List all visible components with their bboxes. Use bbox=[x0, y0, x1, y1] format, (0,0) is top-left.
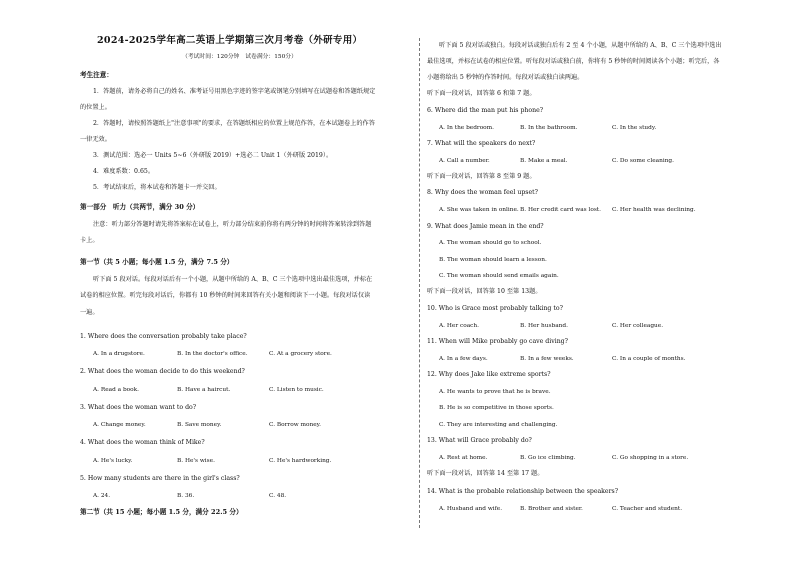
option-a[interactable]: A. In a drugstore. bbox=[93, 351, 145, 357]
question-11: 11. When will Mike probably go cave diving? bbox=[427, 338, 568, 345]
option-a[interactable]: A. The woman should go to school. bbox=[439, 240, 542, 246]
exam-title: 2024-2025学年高二英语上学期第三次月考卷（外研专用） bbox=[97, 35, 363, 46]
option-b[interactable]: B. Her credit card was lost. bbox=[520, 207, 601, 213]
option-b[interactable]: B. The woman should learn a lesson. bbox=[439, 257, 547, 263]
option-c[interactable]: C. Listen to music. bbox=[269, 387, 324, 393]
section2-heading: 第二节（共 15 小题；每小题 1.5 分，满分 22.5 分） bbox=[80, 508, 243, 516]
section1-heading: 第一节（共 5 小题；每小题 1.5 分，满分 7.5 分） bbox=[80, 258, 234, 266]
question-6: 6. Where did the man put his phone? bbox=[427, 107, 544, 114]
exam-info: （考试时间：120分钟 试卷满分：150分） bbox=[182, 54, 297, 60]
note-line: 3．测试范围：选必一 Units 5~6（外研版 2019）+选必二 Unit 1（外研版 2019）。 bbox=[93, 152, 333, 159]
option-a[interactable]: A. He's lucky. bbox=[93, 458, 133, 464]
question-10: 10. Who is Grace most probably talking to? bbox=[427, 305, 563, 312]
part1-heading: 第一部分 听力（共两节，满分 30 分） bbox=[80, 203, 200, 211]
question-5: 5. How many students are there in the girl's class? bbox=[80, 475, 240, 482]
option-c[interactable]: C. 48. bbox=[269, 493, 287, 499]
option-c[interactable]: C. In a couple of months. bbox=[612, 356, 686, 362]
option-b[interactable]: B. Save money. bbox=[177, 422, 222, 428]
option-b[interactable]: B. Have a haircut. bbox=[177, 387, 231, 393]
option-b[interactable]: B. In the bathroom. bbox=[520, 125, 578, 131]
dialog-instruction: 听下面一段对话，回答第 10 至第 13题。 bbox=[427, 288, 542, 295]
question-14: 14. What is the probable relationship between the speakers? bbox=[427, 488, 619, 495]
note-line: 的位置上。 bbox=[80, 104, 111, 111]
question-1: 1. Where does the conversation probably take place? bbox=[80, 333, 247, 340]
section1-intro-line: 听下面 5 段对话。每段对话后有一个小题，从题中所给的 A、B、C 三个选项中选出最佳选项，并标在 bbox=[93, 276, 373, 283]
option-c[interactable]: C. Do some cleaning. bbox=[612, 158, 674, 164]
option-c[interactable]: C. Her colleague. bbox=[612, 323, 664, 329]
option-b[interactable]: B. Make a meal. bbox=[520, 158, 568, 164]
note-line: 5．考试结束后，将本试卷和答题卡一并交回。 bbox=[93, 184, 221, 191]
option-a[interactable]: A. In a few days. bbox=[439, 356, 488, 362]
note-line: 2．答题时，请按照答题纸上"注意事项"的要求，在答题纸相应的位置上规范作答，在本试题卷上的作答 bbox=[93, 120, 375, 127]
note-line: 1．答题前，请务必将自己的姓名、准考证号用黑色字迹的签字笔或钢笔分别填写在试题卷和答题纸规定 bbox=[93, 88, 376, 95]
option-a[interactable]: A. Her coach. bbox=[439, 323, 479, 329]
option-b[interactable]: B. 36. bbox=[177, 493, 195, 499]
option-a[interactable]: A. Husband and wife. bbox=[439, 506, 503, 512]
question-2: 2. What does the woman decide to do this weekend? bbox=[80, 368, 245, 375]
question-8: 8. Why does the woman feel upset? bbox=[427, 189, 538, 196]
option-b[interactable]: B. He is so competitive in those sports. bbox=[439, 405, 554, 411]
option-a[interactable]: A. He wants to prove that he is brave. bbox=[439, 389, 551, 395]
section2-intro-line: 小题将给出 5 秒钟的作答时间。每段对话或独白读两遍。 bbox=[427, 74, 584, 81]
option-a[interactable]: A. Rest at home. bbox=[439, 455, 488, 461]
option-a[interactable]: A. Change money. bbox=[93, 422, 146, 428]
option-c[interactable]: C. They are interesting and challenging. bbox=[439, 422, 558, 428]
note-line: 一律无效。 bbox=[80, 136, 111, 143]
question-12: 12. Why does Jake like extreme sports? bbox=[427, 371, 551, 378]
question-4: 4. What does the woman think of Mike? bbox=[80, 439, 205, 446]
question-9: 9. What does Jamie mean in the end? bbox=[427, 223, 544, 230]
option-c[interactable]: C. At a grocery store. bbox=[269, 351, 332, 357]
option-a[interactable]: A. Call a number. bbox=[439, 158, 490, 164]
option-a[interactable]: A. She was taken in online. bbox=[439, 207, 519, 213]
column-divider bbox=[419, 38, 420, 528]
option-a[interactable]: A. Read a book. bbox=[93, 387, 140, 393]
option-c[interactable]: C. Borrow money. bbox=[269, 422, 321, 428]
option-c[interactable]: C. Teacher and student. bbox=[612, 506, 683, 512]
option-c[interactable]: C. He's hardworking. bbox=[269, 458, 332, 464]
section1-intro-line: 一遍。 bbox=[80, 309, 99, 316]
question-7: 7. What will the speakers do next? bbox=[427, 140, 536, 147]
option-b[interactable]: B. In a few weeks. bbox=[520, 356, 574, 362]
section2-intro-line: 听下面 5 段对话或独白。每段对话或独白后有 2 至 4 个小题，从题中所给的 A、B、C 三个选项中选出 bbox=[439, 42, 722, 49]
option-a[interactable]: A. 24. bbox=[93, 493, 111, 499]
option-b[interactable]: B. In the doctor's office. bbox=[177, 351, 248, 357]
option-b[interactable]: B. Go ice climbing. bbox=[520, 455, 576, 461]
question-3: 3. What does the woman want to do? bbox=[80, 404, 197, 411]
option-c[interactable]: C. The woman should send emails again. bbox=[439, 273, 559, 279]
option-b[interactable]: B. Her husband. bbox=[520, 323, 568, 329]
dialog-instruction: 听下面一段对话，回答第 14 至第 17 题。 bbox=[427, 470, 544, 477]
dialog-instruction: 听下面一段对话，回答第 8 至第 9 题。 bbox=[427, 173, 536, 180]
part1-intro-line: 卡上。 bbox=[80, 237, 99, 244]
option-c[interactable]: C. In the study. bbox=[612, 125, 657, 131]
note-line: 4．难度系数：0.65。 bbox=[93, 168, 155, 175]
notes-heading: 考生注意： bbox=[80, 71, 113, 79]
option-b[interactable]: B. He's wise. bbox=[177, 458, 215, 464]
option-b[interactable]: B. Brother and sister. bbox=[520, 506, 583, 512]
option-a[interactable]: A. In the bedroom. bbox=[439, 125, 495, 131]
part1-intro-line: 注意：听力部分答题时请先将答案标在试卷上，听力部分结束前你将有两分钟的时间将答案转涂到答题 bbox=[93, 221, 372, 228]
section2-intro-line: 最佳选项，并标在试卷的相应位置。听每段对话或独白前，你将有 5 秒钟的时间阅读各个小题；听完后，各 bbox=[427, 58, 720, 65]
question-13: 13. What will Grace probably do? bbox=[427, 437, 532, 444]
section1-intro-line: 试卷的相应位置。听完每段对话后，你都有 10 秒钟的时间来回答有关小题和阅读下一小题。每段对话仅读 bbox=[80, 292, 371, 299]
dialog-instruction: 听下面一段对话，回答第 6 和第 7 题。 bbox=[427, 90, 536, 97]
option-c[interactable]: C. Go shopping in a store. bbox=[612, 455, 689, 461]
option-c[interactable]: C. Her health was declining. bbox=[612, 207, 696, 213]
